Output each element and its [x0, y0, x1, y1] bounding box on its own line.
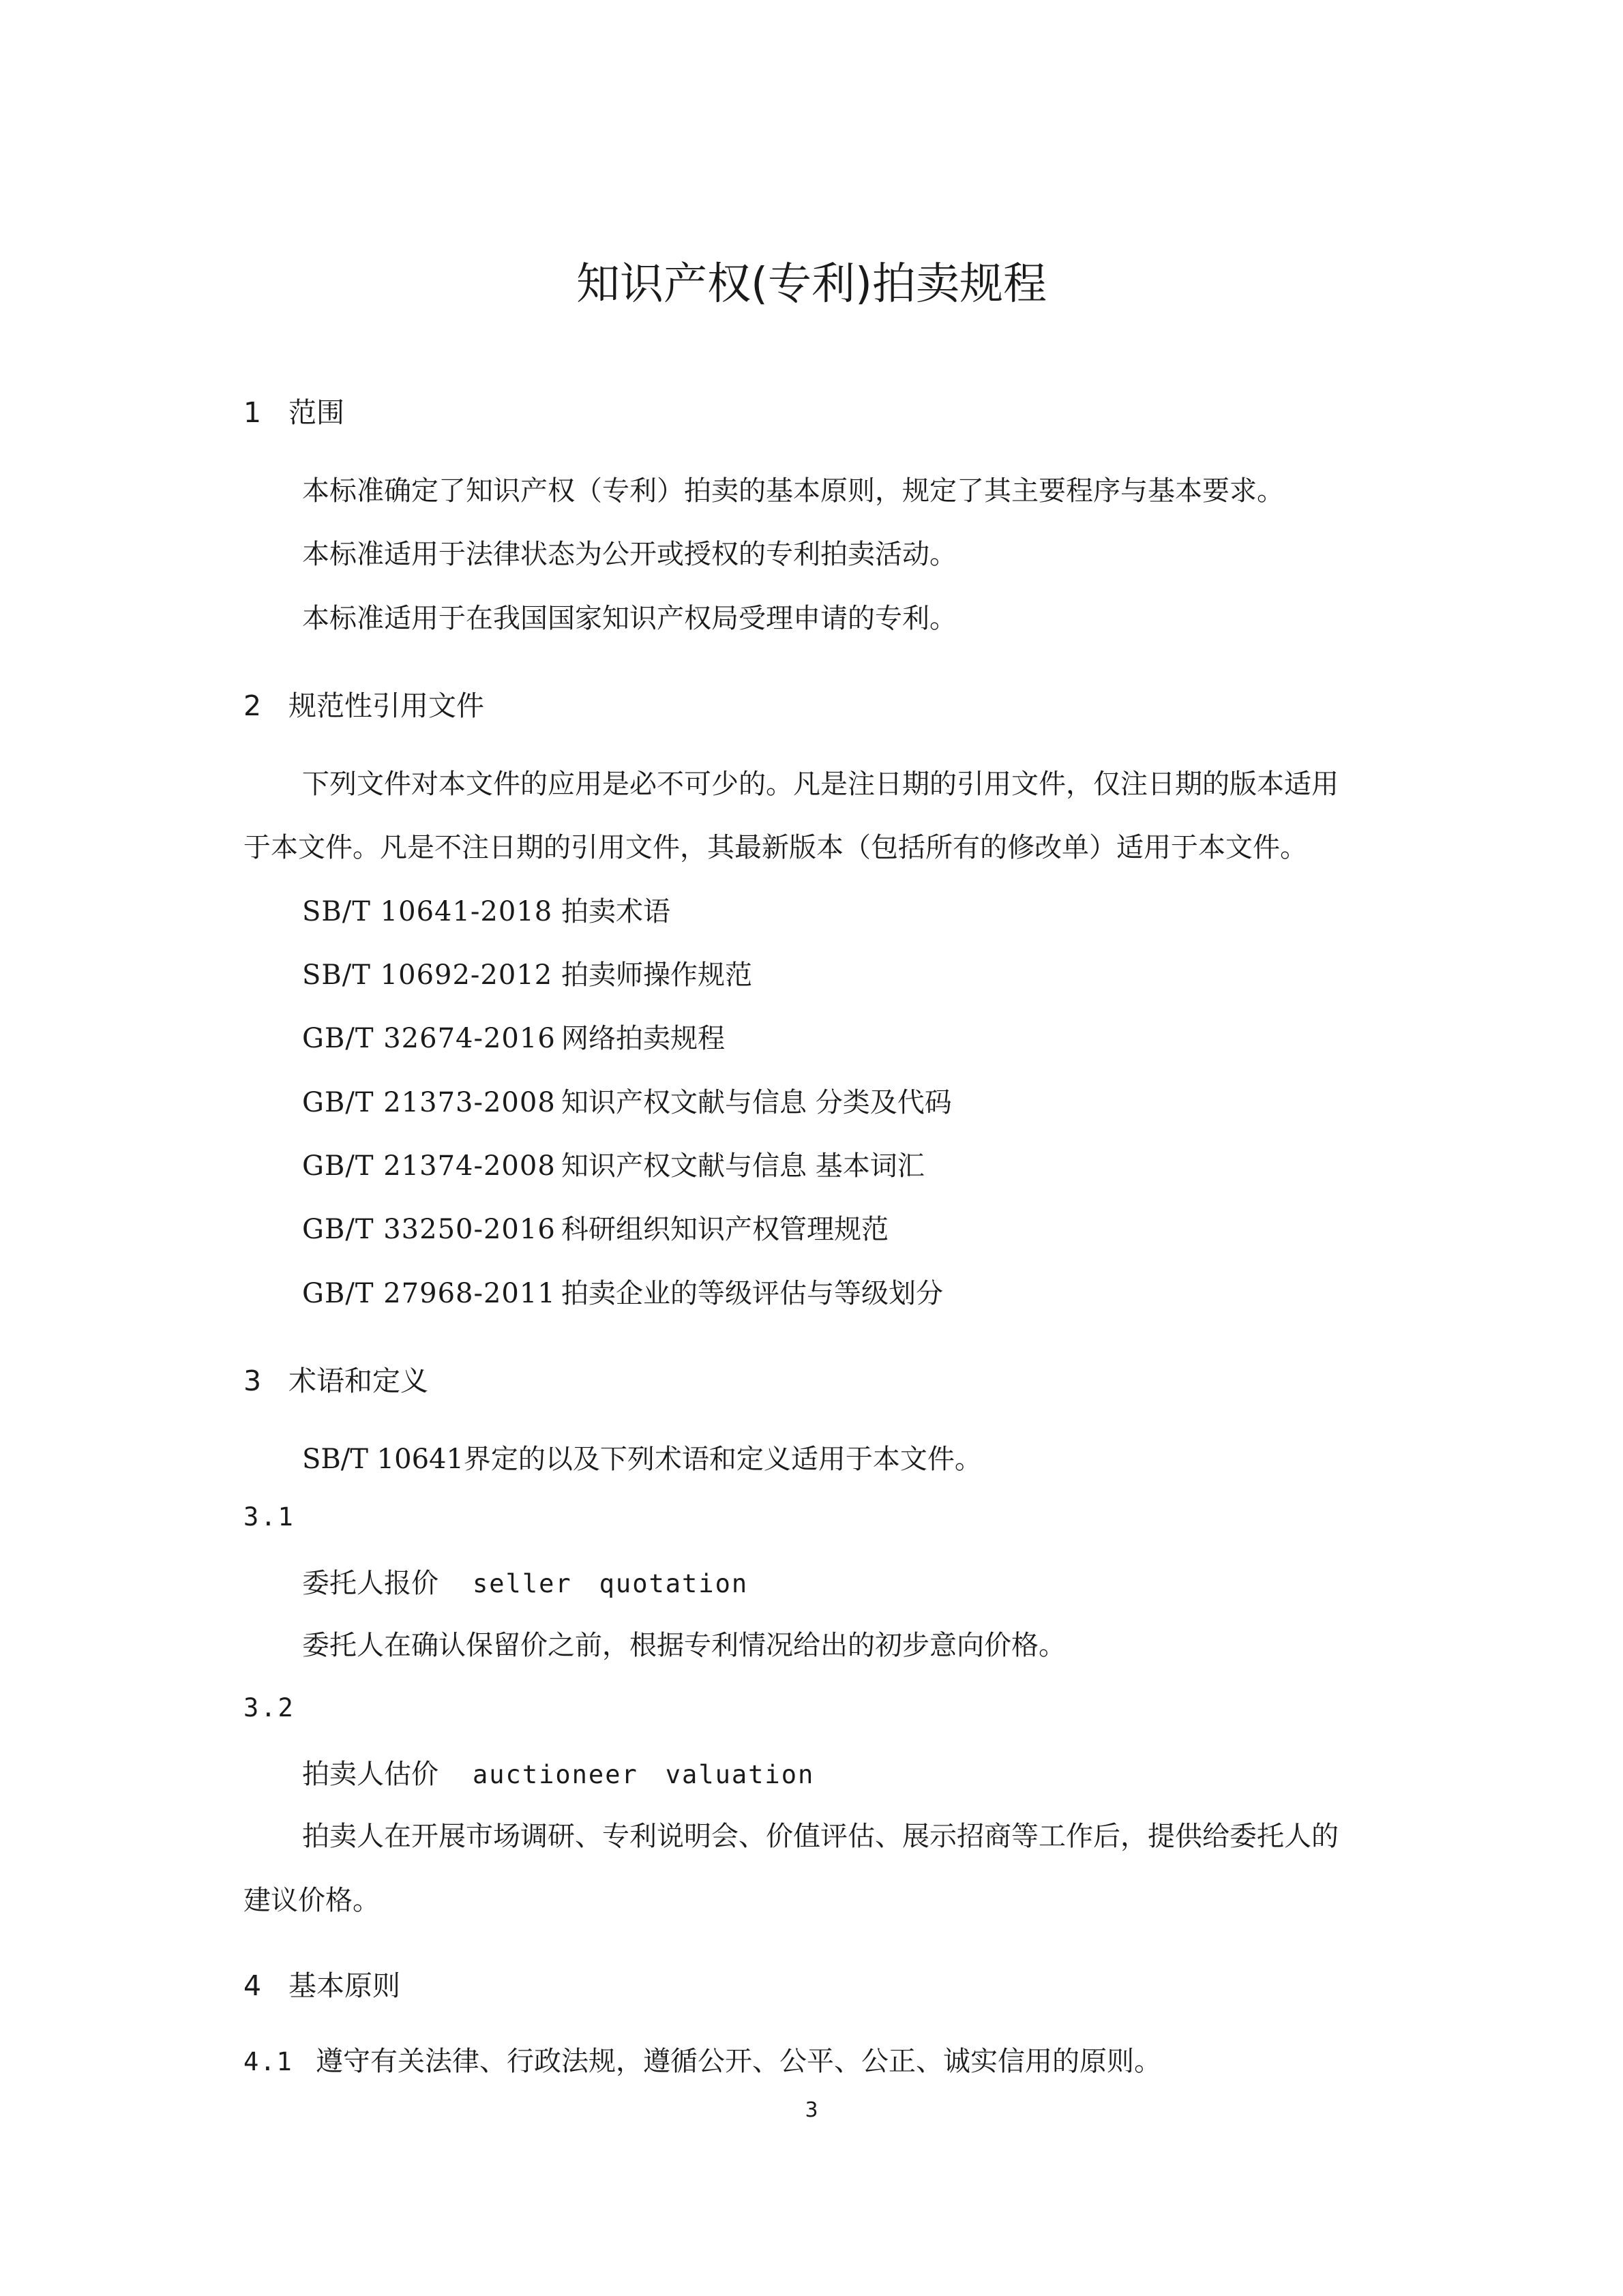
- paragraph: 本标准适用于法律状态为公开或授权的专利拍卖活动。: [302, 539, 957, 570]
- reference-item: [302, 955, 752, 996]
- reference-title: 拍卖师操作规范: [561, 959, 752, 991]
- term-definition: 拍卖人在开展市场调研、专利说明会、价值评估、展示招商等工作后，提供给委托人的: [302, 1821, 1339, 1852]
- term-english-word: quotation: [599, 1569, 749, 1598]
- term-number: 3.2: [243, 1693, 295, 1723]
- reference-item: [302, 1082, 952, 1123]
- section-title: 范围: [288, 396, 344, 429]
- term-entry: [302, 1563, 748, 1605]
- reference-item: [302, 1273, 943, 1314]
- reference-item: [302, 1209, 889, 1250]
- clause-text: 遵守有关法律、行政法规，遵循公开、公平、公正、诚实信用的原则。: [316, 2046, 1161, 2077]
- reference-title: 知识产权文献与信息 分类及代码: [561, 1087, 952, 1118]
- reference-code: GB/T 27968-2011: [302, 1278, 556, 1309]
- term-number: 3.1: [243, 1502, 295, 1532]
- clause-number: 4.1: [243, 2047, 293, 2076]
- reference-item: [302, 891, 670, 932]
- section-title: 基本原则: [288, 1969, 400, 2002]
- reference-item: [302, 1018, 725, 1059]
- section-title: 术语和定义: [288, 1365, 428, 1397]
- paragraph: 本标准确定了知识产权（专利）拍卖的基本原则，规定了其主要程序与基本要求。: [302, 475, 1284, 507]
- term-entry: [302, 1754, 814, 1795]
- section-title: 规范性引用文件: [288, 689, 484, 722]
- reference-title: 科研组织知识产权管理规范: [561, 1214, 889, 1245]
- section-number: 1: [243, 396, 262, 429]
- paragraph: 本标准适用于在我国国家知识产权局受理申请的专利。: [302, 603, 957, 634]
- reference-code: GB/T 21373-2008: [302, 1087, 556, 1118]
- page-number: 3: [805, 2098, 818, 2122]
- term-english-word: valuation: [665, 1760, 815, 1789]
- term-definition-continuation: 建议价格。: [243, 1885, 380, 1916]
- reference-title: 拍卖企业的等级评估与等级划分: [561, 1278, 943, 1309]
- section-heading-4: [243, 1965, 400, 2006]
- reference-code: SB/T 10641-2018: [302, 896, 553, 927]
- term-english-word: seller: [473, 1569, 572, 1598]
- document-title: 知识产权(专利)拍卖规程: [576, 259, 1047, 310]
- section-number: 4: [243, 1969, 262, 2002]
- reference-code: GB/T 21374-2008: [302, 1150, 556, 1182]
- clause-4-1: [243, 2041, 1161, 2083]
- paragraph-continuation: 于本文件。凡是不注日期的引用文件，其最新版本（包括所有的修改单）适用于本文件。: [243, 832, 1307, 863]
- section-heading-3: [243, 1360, 428, 1401]
- reference-code: GB/T 32674-2016: [302, 1023, 556, 1054]
- paragraph: SB/T 10641界定的以及下列术语和定义适用于本文件。: [302, 1444, 982, 1475]
- term-chinese: 拍卖人估价: [302, 1759, 438, 1790]
- section-number: 3: [243, 1365, 262, 1397]
- reference-item: [302, 1146, 925, 1187]
- term-chinese: 委托人报价: [302, 1568, 438, 1599]
- reference-title: 拍卖术语: [561, 896, 670, 927]
- reference-title: 知识产权文献与信息 基本词汇: [561, 1150, 925, 1182]
- term-definition: 委托人在确认保留价之前，根据专利情况给出的初步意向价格。: [302, 1630, 1066, 1661]
- section-heading-2: [243, 685, 484, 726]
- section-heading-1: [243, 392, 344, 433]
- reference-code: GB/T 33250-2016: [302, 1214, 556, 1245]
- reference-title: 网络拍卖规程: [561, 1023, 725, 1054]
- term-english-word: auctioneer: [473, 1760, 638, 1789]
- reference-code: SB/T 10692-2012: [302, 959, 553, 991]
- paragraph: 下列文件对本文件的应用是必不可少的。凡是注日期的引用文件，仅注日期的版本适用: [302, 769, 1339, 800]
- section-number: 2: [243, 689, 262, 722]
